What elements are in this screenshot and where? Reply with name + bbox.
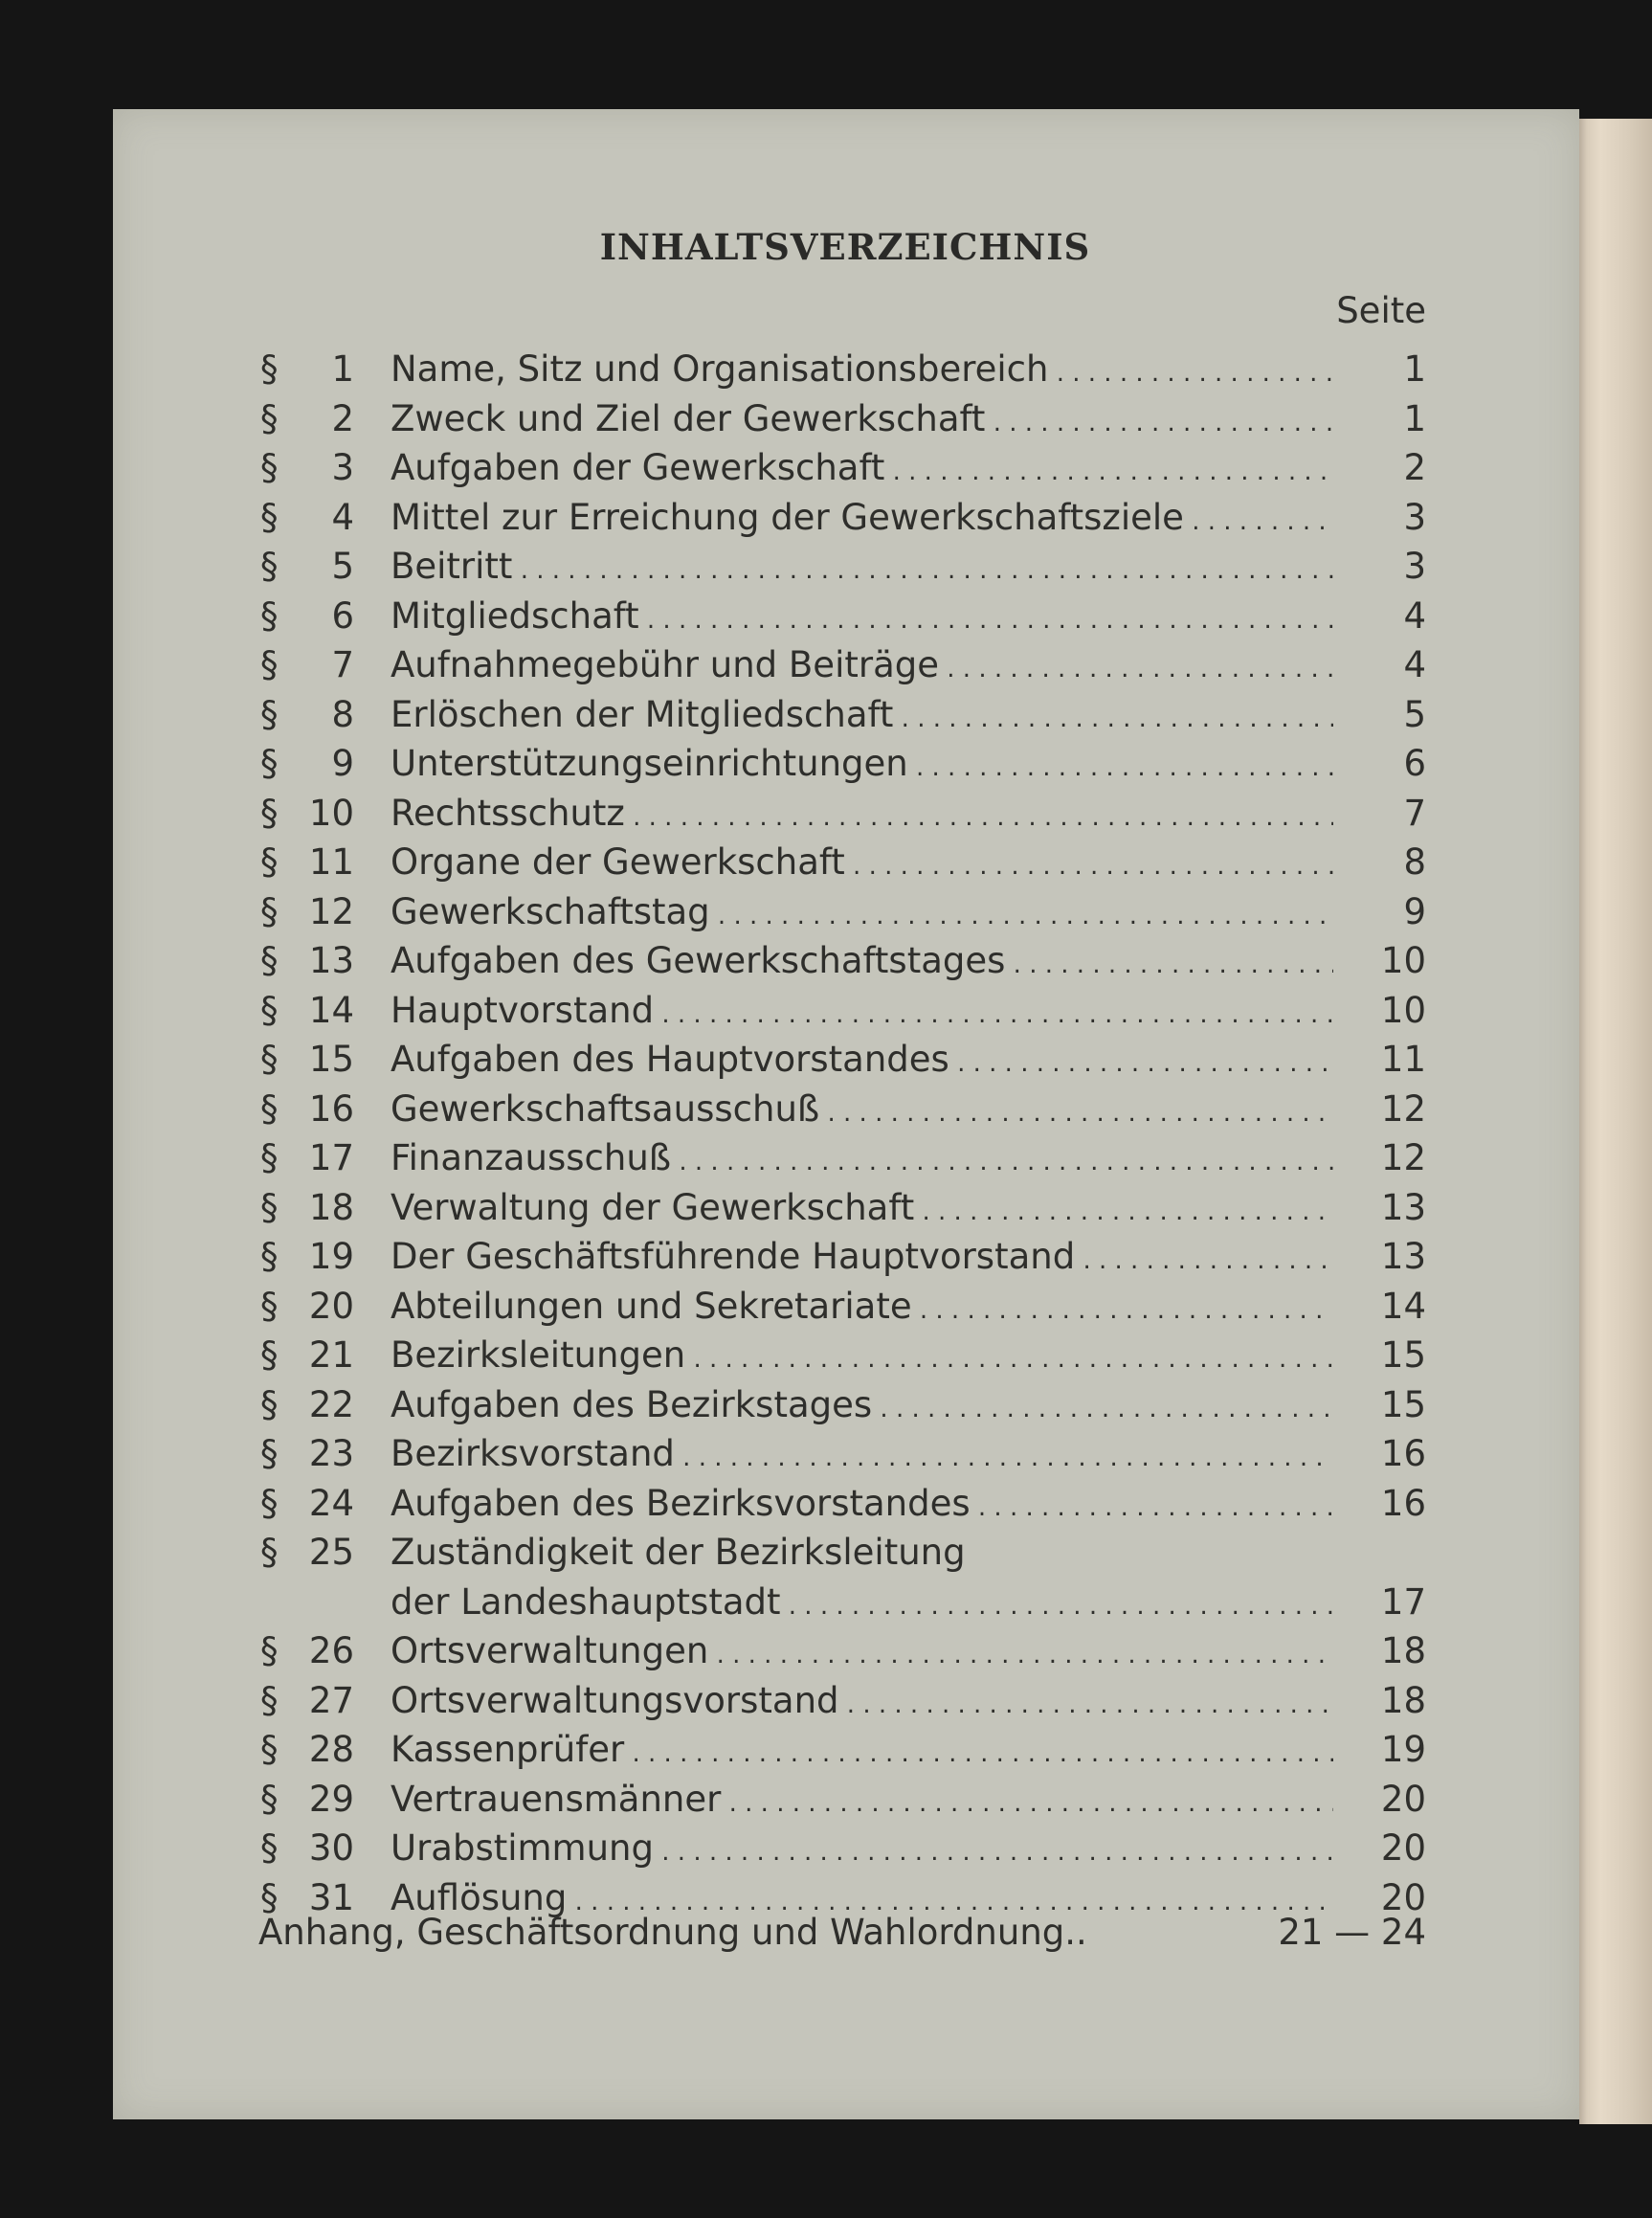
section-title-text: Mittel zur Erreichung der Gewerkschaftsziele: [391, 496, 1184, 538]
section-title-text: Name, Sitz und Organisationsbereich: [391, 348, 1049, 390]
section-title-text: Organe der Gewerkschaft: [391, 841, 845, 883]
toc-entry: [0, 887, 1652, 936]
section-title-text: der Landeshauptstadt: [391, 1580, 781, 1623]
section-number: 29: [308, 1778, 354, 1820]
section-page: 4: [1403, 644, 1426, 685]
section-number: 21: [308, 1334, 354, 1376]
leader-dots: [624, 1729, 1333, 1770]
section-title-text: Bezirksleitungen: [391, 1334, 686, 1376]
section-page: 13: [1380, 1186, 1426, 1228]
section-title: [391, 739, 1333, 793]
section-number: 2: [331, 397, 354, 439]
toc-entry: [0, 1331, 1652, 1379]
section-symbol: §: [260, 447, 279, 488]
toc-entry: [0, 1824, 1652, 1872]
section-title: [391, 345, 1333, 398]
leader-dots: [675, 1433, 1333, 1474]
section-number: 8: [331, 693, 354, 735]
leader-dots: [839, 1680, 1333, 1721]
leader-dots: [1048, 348, 1333, 390]
section-page: 16: [1380, 1482, 1426, 1524]
leader-dots: [971, 1483, 1333, 1524]
toc-entry: [0, 443, 1652, 492]
section-title: [391, 640, 1333, 694]
section-number: 6: [331, 594, 354, 637]
section-title: [391, 838, 1333, 891]
section-symbol: §: [260, 841, 279, 883]
section-title: [391, 394, 1333, 448]
toc-entry: [0, 1380, 1652, 1429]
leader-dots: [710, 891, 1333, 932]
toc-entry: [0, 1282, 1652, 1331]
leader-dots: [708, 1630, 1333, 1671]
section-symbol: §: [260, 1137, 279, 1178]
section-number: 24: [308, 1482, 354, 1524]
section-page: 8: [1403, 841, 1426, 883]
toc-entry: [0, 345, 1652, 393]
section-page: 16: [1380, 1433, 1426, 1474]
section-symbol: §: [260, 940, 279, 981]
section-page: 5: [1403, 693, 1426, 735]
section-page: 2: [1403, 447, 1426, 488]
page-column-header: Seite: [1336, 290, 1426, 331]
section-number: 12: [308, 890, 354, 932]
leader-dots: [985, 398, 1333, 439]
toc-entry: [0, 936, 1652, 985]
section-page: 15: [1380, 1334, 1426, 1376]
section-title-text: Ortsverwaltungsvorstand: [391, 1679, 839, 1721]
section-title: [391, 1775, 1333, 1828]
toc-entry: [0, 739, 1652, 788]
section-page: 15: [1380, 1383, 1426, 1425]
toc-entry: [0, 394, 1652, 443]
section-title-text: Der Geschäftsführende Hauptvorstand: [391, 1236, 1076, 1277]
section-page: 7: [1403, 792, 1426, 834]
leader-dots: [1184, 497, 1333, 538]
section-number: 19: [308, 1236, 354, 1277]
section-number: 10: [308, 792, 354, 834]
leader-dots: [949, 1039, 1333, 1080]
section-title: [391, 936, 1333, 990]
section-page: 1: [1403, 397, 1426, 439]
section-title-text: Vertrauensmänner: [391, 1778, 722, 1820]
section-number: 30: [308, 1827, 354, 1869]
section-title: [391, 1133, 1333, 1187]
section-symbol: §: [260, 1236, 279, 1277]
section-symbol: §: [260, 1433, 279, 1474]
leader-dots: [671, 1137, 1333, 1178]
toc-entry: [0, 690, 1652, 739]
leader-dots: [845, 841, 1333, 883]
section-number: 23: [308, 1433, 354, 1474]
toc-entry: [0, 1232, 1652, 1281]
section-symbol: §: [260, 792, 279, 834]
section-title-text: Rechtsschutz: [391, 792, 625, 834]
leader-dots: [912, 1286, 1333, 1327]
section-symbol: §: [260, 1285, 279, 1327]
section-title: [391, 1035, 1333, 1088]
toc-entry: [0, 640, 1652, 689]
section-page: 20: [1380, 1827, 1426, 1869]
section-number: 28: [308, 1729, 354, 1770]
section-title: [391, 1429, 1333, 1483]
section-number: 20: [308, 1285, 354, 1327]
section-page: 12: [1380, 1087, 1426, 1130]
section-title: [391, 493, 1333, 547]
leader-dots: [781, 1581, 1333, 1623]
toc-appendix: [0, 1908, 1652, 1957]
section-title-text: Verwaltung der Gewerkschaft: [391, 1186, 915, 1228]
toc-entry: [0, 1035, 1652, 1084]
section-symbol: §: [260, 1729, 279, 1770]
section-title: [391, 592, 1333, 645]
section-symbol: §: [260, 1383, 279, 1425]
section-symbol: §: [260, 1039, 279, 1080]
toc-entry: [0, 1676, 1652, 1725]
leader-dots: [914, 1187, 1333, 1228]
section-symbol: §: [260, 989, 279, 1031]
section-symbol: §: [260, 1876, 279, 1918]
toc-entry: [0, 493, 1652, 542]
section-title: [391, 443, 1333, 497]
toc-entry: [0, 1133, 1652, 1182]
section-title-text: Aufgaben des Hauptvorstandes: [391, 1039, 949, 1080]
section-title-text: Aufgaben der Gewerkschaft: [391, 447, 885, 488]
section-title-text: Unterstützungseinrichtungen: [391, 743, 908, 784]
section-title-text: Aufnahmegebühr und Beiträge: [391, 644, 939, 685]
section-page: 17: [1380, 1580, 1426, 1623]
section-title: [391, 887, 1333, 941]
toc-entry: [0, 1725, 1652, 1774]
section-page: 4: [1403, 594, 1426, 637]
section-number: 14: [308, 989, 354, 1031]
section-page: 1: [1403, 348, 1426, 390]
section-title-text: Bezirksvorstand: [391, 1433, 675, 1474]
section-title-text: Aufgaben des Bezirkstages: [391, 1383, 873, 1425]
section-title: [391, 1676, 1333, 1730]
toc-entry: [0, 838, 1652, 886]
section-page: 20: [1380, 1876, 1426, 1918]
leader-dots: [908, 743, 1333, 784]
leader-dots: [884, 447, 1333, 488]
section-number: 9: [331, 743, 354, 784]
section-title-text: Auflösung: [391, 1876, 568, 1918]
section-symbol: §: [260, 644, 279, 685]
section-page: 20: [1380, 1778, 1426, 1820]
section-symbol: §: [260, 1334, 279, 1376]
section-number: 4: [331, 496, 354, 538]
section-symbol: §: [260, 1532, 279, 1573]
section-number: 13: [308, 940, 354, 981]
section-page: 3: [1403, 496, 1426, 538]
leader-dots: [872, 1384, 1333, 1425]
leader-dots: [819, 1088, 1333, 1130]
section-title-text: Beitritt: [391, 546, 513, 587]
toc-entry: [0, 986, 1652, 1035]
section-number: 31: [308, 1876, 354, 1918]
section-page: 10: [1380, 940, 1426, 981]
section-number: 5: [331, 546, 354, 587]
toc-entry: [0, 1775, 1652, 1824]
section-title: [391, 1725, 1333, 1779]
leader-dots: [685, 1334, 1333, 1376]
section-title-text: Mitgliedschaft: [391, 594, 639, 637]
section-page: 6: [1403, 743, 1426, 784]
section-title-text: Erlöschen der Mitgliedschaft: [391, 693, 894, 735]
section-page: 10: [1380, 989, 1426, 1031]
section-title-text: Aufgaben des Bezirksvorstandes: [391, 1482, 971, 1524]
section-symbol: §: [260, 496, 279, 538]
toc-entry: [0, 592, 1652, 640]
section-title: [391, 986, 1333, 1040]
leader-dots: [721, 1779, 1333, 1820]
toc-entry: [0, 1528, 1652, 1577]
leader-dots: [654, 1827, 1333, 1869]
leader-dots: [639, 595, 1333, 637]
section-number: 3: [331, 447, 354, 488]
section-symbol: §: [260, 348, 279, 390]
section-symbol: §: [260, 1186, 279, 1228]
appendix-label: Anhang, Geschäftsordnung und Wahlordnung..: [258, 1912, 1087, 1953]
section-number: 7: [331, 644, 354, 685]
section-page: 12: [1380, 1137, 1426, 1178]
section-number: 18: [308, 1186, 354, 1228]
toc-entry: [0, 1626, 1652, 1675]
section-page: 14: [1380, 1285, 1426, 1327]
section-title: [391, 1824, 1333, 1877]
section-title: [391, 1232, 1333, 1286]
section-title-text: Zweck und Ziel der Gewerkschaft: [391, 397, 986, 439]
section-symbol: §: [260, 594, 279, 637]
section-title: [391, 1528, 1333, 1577]
section-title: [391, 1626, 1333, 1680]
section-number: 26: [308, 1630, 354, 1671]
section-title: [391, 1183, 1333, 1237]
section-title-continued: [391, 1578, 1333, 1631]
section-symbol: §: [260, 890, 279, 932]
section-page: 9: [1403, 890, 1426, 932]
toc-entry: [0, 542, 1652, 591]
section-symbol: §: [260, 397, 279, 439]
section-title-text: Hauptvorstand: [391, 989, 655, 1031]
section-title: [391, 1479, 1333, 1533]
leader-dots: [893, 694, 1333, 735]
section-title: [391, 542, 1333, 595]
section-page: 18: [1380, 1630, 1426, 1671]
section-number: 16: [308, 1087, 354, 1130]
section-title: [391, 789, 1333, 842]
toc-entry: [0, 1085, 1652, 1133]
section-number: 27: [308, 1679, 354, 1721]
section-symbol: §: [260, 1778, 279, 1820]
section-title-text: Gewerkschaftstag: [391, 890, 710, 932]
appendix-page: 21 — 24: [1278, 1912, 1426, 1953]
section-number: 22: [308, 1383, 354, 1425]
toc-title: INHALTSVERZEICHNIS: [599, 226, 1091, 268]
section-title-text: Ortsverwaltungen: [391, 1630, 709, 1671]
section-title: [391, 690, 1333, 744]
section-symbol: §: [260, 1679, 279, 1721]
section-number: 15: [308, 1039, 354, 1080]
leader-dots: [1075, 1236, 1333, 1277]
section-number: 25: [308, 1532, 354, 1573]
section-title: [391, 1085, 1333, 1138]
section-symbol: §: [260, 743, 279, 784]
section-title-text: Kassenprüfer: [391, 1729, 625, 1770]
section-page: 19: [1380, 1729, 1426, 1770]
section-symbol: §: [260, 1827, 279, 1869]
toc-entry: [0, 1479, 1652, 1528]
section-title-text: Gewerkschaftsausschuß: [391, 1087, 820, 1130]
toc-entry-continuation: [0, 1578, 1652, 1626]
section-title-text: Abteilungen und Sekretariate: [391, 1285, 912, 1327]
section-title-text: Aufgaben des Gewerkschaftstages: [391, 940, 1006, 981]
leader-dots: [939, 644, 1333, 685]
section-symbol: §: [260, 693, 279, 735]
leader-dots: [512, 546, 1333, 587]
toc-entry: [0, 789, 1652, 838]
section-number: 11: [308, 841, 354, 883]
section-symbol: §: [260, 1630, 279, 1671]
leader-dots: [625, 793, 1333, 834]
section-title: [391, 1331, 1333, 1384]
section-symbol: §: [260, 1482, 279, 1524]
section-symbol: §: [260, 1087, 279, 1130]
section-symbol: §: [260, 546, 279, 587]
section-title: [391, 1282, 1333, 1335]
section-page: 11: [1380, 1039, 1426, 1080]
toc-entry: [0, 1429, 1652, 1478]
section-page: 13: [1380, 1236, 1426, 1277]
leader-dots: [1005, 940, 1333, 981]
section-page: 3: [1403, 546, 1426, 587]
section-number: 17: [308, 1137, 354, 1178]
section-title-text: Zuständigkeit der Bezirksleitung: [391, 1532, 966, 1573]
section-title-text: Finanzausschuß: [391, 1137, 672, 1178]
leader-dots: [654, 990, 1333, 1031]
toc-entry: [0, 1183, 1652, 1232]
section-title: [391, 1380, 1333, 1434]
section-page: 18: [1380, 1679, 1426, 1721]
section-number: 1: [331, 348, 354, 390]
section-title-text: Urabstimmung: [391, 1827, 654, 1869]
